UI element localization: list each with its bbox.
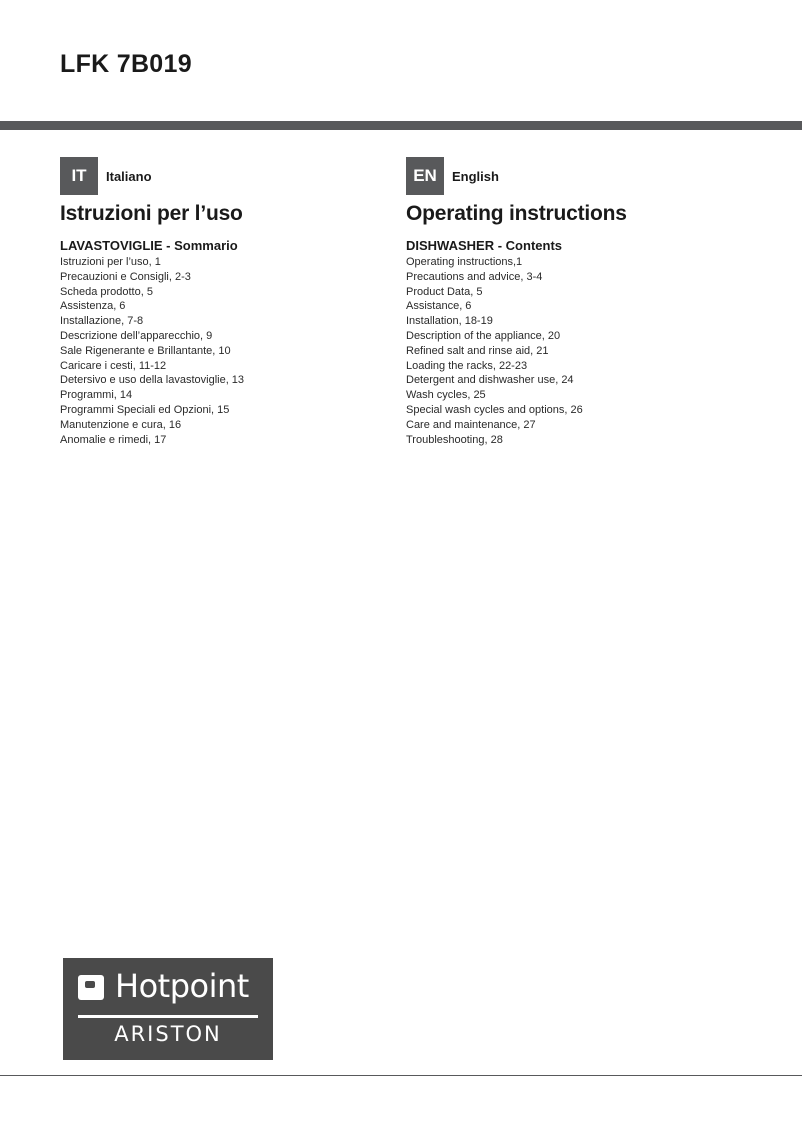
toc-item: Troubleshooting, 28 bbox=[406, 433, 503, 446]
toc-list-en bbox=[406, 255, 736, 447]
toc-item: Wash cycles, 25 bbox=[406, 389, 486, 402]
italian-column bbox=[60, 157, 390, 447]
logo-sub-text: ARISTON bbox=[114, 1022, 222, 1046]
language-name-en: English bbox=[452, 168, 499, 184]
toc-item: Installazione, 7-8 bbox=[60, 315, 144, 328]
toc-item: Loading the racks, 22-23 bbox=[406, 359, 528, 372]
toc-item: Caricare i cesti, 11-12 bbox=[60, 359, 167, 372]
toc-item: Scheda prodotto, 5 bbox=[60, 285, 153, 298]
toc-item: Sale Rigenerante e Brillantante, 10 bbox=[60, 344, 231, 357]
language-badge-en: EN bbox=[406, 157, 444, 195]
toc-item: Programmi, 14 bbox=[60, 389, 133, 402]
toc-item: Assistance, 6 bbox=[406, 300, 472, 313]
hotpoint-square-icon bbox=[78, 975, 104, 1000]
toc-list-it bbox=[60, 255, 390, 447]
toc-item: Refined salt and rinse aid, 21 bbox=[406, 344, 549, 357]
toc-title-it: LAVASTOVIGLIE - Sommario bbox=[60, 238, 238, 253]
toc-item: Detergent and dishwasher use, 24 bbox=[406, 374, 574, 387]
toc-item: Istruzioni per l’uso, 1 bbox=[60, 256, 161, 268]
model-title: LFK 7B019 bbox=[60, 50, 192, 78]
italian-language-header bbox=[60, 157, 390, 195]
toc-item: Programmi Speciali ed Opzioni, 15 bbox=[60, 403, 230, 416]
bottom-divider-line bbox=[0, 1075, 802, 1076]
toc-item: Care and maintenance, 27 bbox=[406, 418, 536, 431]
toc-item: Installation, 18-19 bbox=[406, 315, 493, 328]
top-divider-bar bbox=[0, 121, 802, 130]
toc-item: Detersivo e uso della lavastoviglie, 13 bbox=[60, 374, 245, 387]
hotpoint-ariston-logo bbox=[63, 958, 273, 1060]
toc-item: Description of the appliance, 20 bbox=[406, 329, 561, 342]
doc-title-en: Operating instructions bbox=[406, 202, 627, 225]
language-badge-it: IT bbox=[60, 157, 98, 195]
toc-item: Precautions and advice, 3-4 bbox=[406, 270, 543, 283]
toc-item: Special wash cycles and options, 26 bbox=[406, 403, 583, 416]
toc-item: Descrizione dell’apparecchio, 9 bbox=[60, 329, 213, 342]
logo-brand-text: Hotpoint bbox=[115, 967, 249, 1005]
toc-item: Precauzioni e Consigli, 2-3 bbox=[60, 270, 191, 283]
toc-item: Anomalie e rimedi, 17 bbox=[60, 433, 167, 446]
toc-item: Operating instructions,1 bbox=[406, 256, 523, 268]
toc-item: Assistenza, 6 bbox=[60, 300, 126, 313]
toc-item: Product Data, 5 bbox=[406, 285, 483, 298]
doc-title-it: Istruzioni per l’uso bbox=[60, 202, 243, 225]
language-name-it: Italiano bbox=[106, 168, 152, 184]
toc-item: Manutenzione e cura, 16 bbox=[60, 418, 182, 431]
english-column bbox=[406, 157, 736, 447]
english-language-header bbox=[406, 157, 736, 195]
logo-divider bbox=[78, 1015, 258, 1018]
toc-title-en: DISHWASHER - Contents bbox=[406, 238, 562, 253]
